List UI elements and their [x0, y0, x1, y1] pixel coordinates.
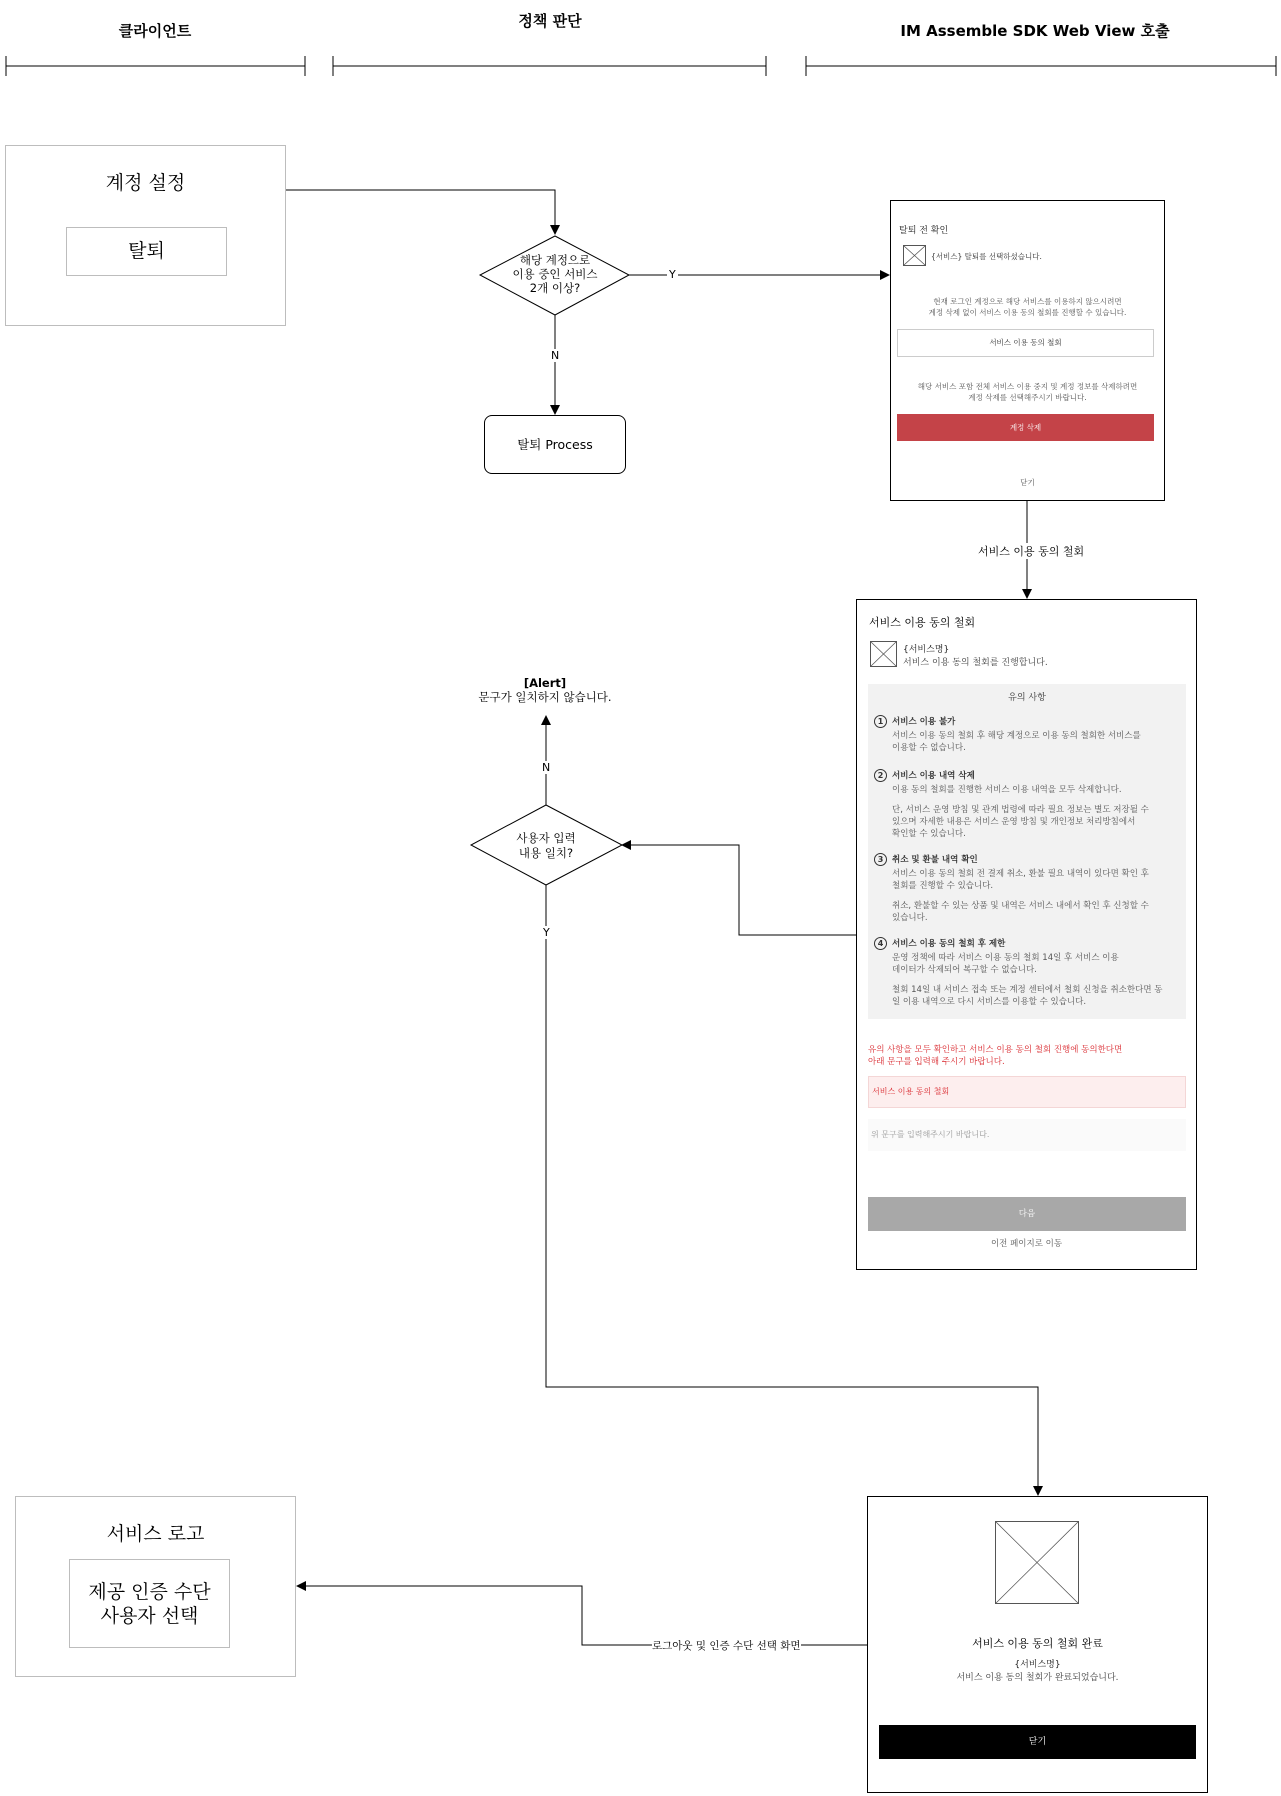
edge-complete-to-logo	[297, 1586, 867, 1645]
delete-account-button[interactable]: 계정 삭제	[897, 414, 1154, 441]
notice-line: 서비스 이용 동의 철회 전 결제 취소, 환불 필요 내역이 있다면 확인 후	[892, 869, 1149, 879]
withdraw-button[interactable]: 탈퇴	[66, 227, 227, 276]
lane-title-sdk: IM Assemble SDK Web View 호출	[900, 22, 1170, 40]
withdraw-consent-button[interactable]: 서비스 이용 동의 철회	[897, 329, 1154, 357]
complete-title: 서비스 이용 동의 철회 완료	[972, 1637, 1103, 1650]
service-logo-title: 서비스 로고	[106, 1523, 205, 1545]
confirm-screen	[890, 200, 1165, 501]
confirm-description	[891, 296, 1164, 318]
notice-number: 2	[874, 769, 887, 782]
edge-label-logout: 로그아웃 및 인증 수단 선택 화면	[652, 1640, 801, 1652]
notice-line: 있습니다.	[892, 913, 928, 923]
decision-input-line2: 내용 일치?	[518, 846, 574, 860]
notice-item-title: 서비스 이용 내역 삭제	[892, 771, 975, 781]
decision-input-line1: 사용자 입력	[516, 831, 576, 845]
notice-spacer	[892, 976, 1180, 984]
lane-title-policy: 정책 판단	[518, 12, 582, 30]
consent-withdraw-screen	[856, 599, 1197, 1270]
alert-title: [Alert]	[523, 676, 567, 690]
decision-input	[491, 831, 601, 861]
consent-title: 서비스 이용 동의 철회	[869, 616, 976, 629]
edge-consent-to-decision	[622, 845, 856, 935]
notice-number: 1	[874, 715, 887, 728]
complete-service-name: {서비스명}	[1014, 1660, 1061, 1670]
auth-method-line1: 제공 인증 수단	[88, 1581, 211, 1603]
lane-ruler-sdk	[806, 56, 1276, 76]
back-link[interactable]: 이전 페이지로 이동	[990, 1239, 1063, 1249]
notice-line: 취소, 환불할 수 있는 상품 및 내역은 서비스 내에서 확인 후 신청할 수	[892, 901, 1149, 911]
notice-item-title: 서비스 이용 불가	[892, 717, 956, 727]
auth-method-select[interactable]	[69, 1559, 230, 1648]
notice-line: 철회 14일 내 서비스 접속 또는 계정 센터에서 철회 신청을 취소한다면 동	[892, 985, 1163, 995]
lane-title-client: 클라이언트	[118, 22, 192, 40]
phrase-input[interactable]: 위 문구를 입력해주시기 바랍니다.	[868, 1119, 1186, 1151]
notice-panel	[868, 684, 1186, 1019]
withdraw-process-node: 탈퇴 Process	[484, 415, 626, 474]
notice-line: 이용 동의 철회를 진행한 서비스 이용 내역을 모두 삭제합니다.	[892, 785, 1122, 795]
complete-close-button[interactable]: 닫기	[879, 1725, 1196, 1759]
complete-desc: 서비스 이용 동의 철회가 완료되었습니다.	[956, 1673, 1119, 1683]
notice-item-title: 서비스 이용 동의 철회 후 제한	[892, 939, 1006, 949]
account-settings-title: 계정 설정	[105, 172, 186, 194]
next-button[interactable]: 다음	[868, 1197, 1186, 1231]
notice-line: 이용할 수 없습니다.	[892, 743, 966, 753]
required-phrase: 서비스 이용 동의 철회	[868, 1076, 1186, 1108]
edge-label-consent-withdraw: 서비스 이용 동의 철회	[978, 545, 1085, 558]
lane-ruler-policy	[333, 56, 766, 76]
notice-line: 운영 정책에 따라 서비스 이용 동의 철회 14일 후 서비스 이용	[892, 953, 1119, 963]
notice-line: 서비스 이용 동의 철회 후 해당 계정으로 이용 동의 철회한 서비스를	[892, 731, 1141, 741]
alert-node	[470, 676, 620, 704]
confirm-close-link[interactable]: 닫기	[1020, 478, 1035, 487]
notice-list	[874, 715, 1180, 1021]
edge-label-yes: Y	[669, 268, 676, 281]
service-image-placeholder	[870, 641, 897, 667]
confirm-delete-description	[891, 381, 1164, 403]
edge-label-yes: Y	[543, 926, 550, 939]
notice-line: 있으며 자세한 내용은 서비스 운영 방침 및 개인정보 처리방침에서	[892, 817, 1136, 827]
notice-item	[874, 769, 1180, 853]
notice-line: 확인할 수 있습니다.	[892, 829, 966, 839]
notice-line: 철회를 진행할 수 있습니다.	[892, 881, 994, 891]
confirm-delete-desc-line1: 해당 서비스 포함 전체 서비스 이용 중지 및 계정 정보를 삭제하려면	[917, 382, 1138, 391]
auth-method-line2: 사용자 선택	[100, 1605, 199, 1627]
confirm-delete-desc-line2: 계정 삭제를 선택해주시기 바랍니다.	[968, 393, 1087, 402]
notice-spacer	[892, 892, 1180, 900]
account-settings-screen	[5, 145, 286, 326]
decision-services	[495, 253, 615, 295]
confirm-desc-line2: 계정 삭제 없이 서비스 이용 동의 철회를 진행할 수 있습니다.	[928, 308, 1127, 317]
notice-title: 유의 사항	[1008, 693, 1046, 703]
notice-item	[874, 937, 1180, 1021]
lane-ruler-client	[6, 56, 305, 76]
confirm-title: 탈퇴 전 확인	[899, 226, 949, 236]
service-image-placeholder	[995, 1521, 1079, 1604]
confirm-desc-line1: 현재 로그인 계정으로 해당 서비스를 이용하지 않으시려면	[933, 297, 1122, 306]
consent-warning-line2: 아래 문구를 입력해 주시기 바랍니다.	[868, 1057, 1005, 1067]
edge-settings-to-decision	[285, 190, 555, 234]
consent-service-desc: 서비스 이용 동의 철회를 진행합니다.	[903, 658, 1048, 668]
edge-label-no: N	[542, 761, 551, 774]
notice-line: 일 이용 내역으로 다시 서비스를 이용할 수 있습니다.	[892, 997, 1087, 1007]
consent-warning-line1: 유의 사항을 모두 확인하고 서비스 이용 동의 철회 진행에 동의한다면	[868, 1045, 1123, 1055]
alert-message: 문구가 일치하지 않습니다.	[478, 690, 612, 704]
notice-item	[874, 853, 1180, 937]
decision-services-line3: 2개 이상?	[529, 281, 581, 295]
notice-number: 3	[874, 853, 887, 866]
notice-spacer	[892, 796, 1180, 804]
consent-service-name: {서비스명}	[903, 645, 950, 655]
notice-item	[874, 715, 1180, 769]
notice-line: 데이터가 삭제되어 복구할 수 없습니다.	[892, 965, 1037, 975]
decision-services-line1: 해당 계정으로	[519, 253, 591, 267]
notice-item-title: 취소 및 환불 내역 확인	[892, 855, 978, 865]
notice-line: 단, 서비스 운영 방침 및 관계 법령에 따라 필요 정보는 별도 저장될 수	[892, 805, 1149, 815]
notice-number: 4	[874, 937, 887, 950]
edge-label-no: N	[551, 349, 560, 362]
decision-services-line2: 이용 중인 서비스	[512, 267, 598, 281]
confirm-service-notice: {서비스} 탈퇴를 선택하셨습니다.	[931, 252, 1042, 261]
service-image-placeholder	[903, 245, 926, 266]
complete-screen	[867, 1496, 1208, 1793]
consent-warning	[868, 1044, 1122, 1068]
service-logo-screen	[15, 1496, 296, 1677]
